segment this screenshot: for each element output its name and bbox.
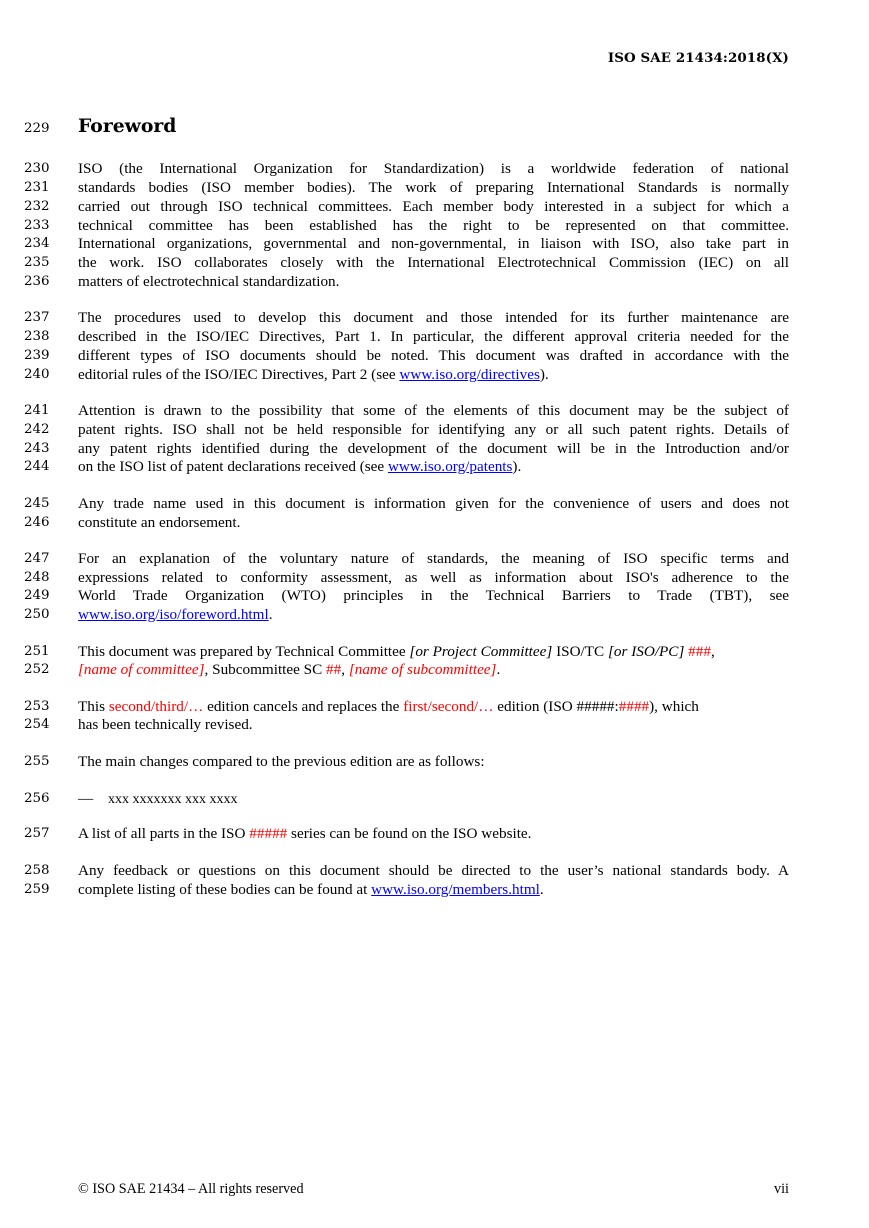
paragraph-text [78,457,789,476]
paragraph-text: International organizations, governmental and non-governmental, in liaison with ISO, also take part in [78,235,789,252]
line-number: 236 [24,274,50,289]
paragraph-text: described in the ISO/IEC Directives, Part 1. In particular, the different approval criteria needed for the [78,328,789,345]
line-number: 241 [24,403,50,418]
paragraph-text: constitute an endorsement. [78,514,241,531]
text-line [0,586,869,605]
line-number: 232 [24,199,50,214]
line-number: 233 [24,218,50,233]
paragraph-text [78,642,789,661]
placeholder-text: first/second/… [403,698,494,715]
text-run: , Subcommittee SC [204,661,327,678]
text-line [0,513,869,532]
text-line [0,401,869,420]
line-number: 253 [24,699,50,714]
text-run: . [268,606,273,623]
paragraph-text: World Trade Organization (WTO) principles in the Technical Barriers to Trade (TBT), see [78,587,789,604]
text-line [0,568,869,587]
text-run: . [539,881,544,898]
text-line [0,861,869,880]
paragraph-text: Attention is drawn to the possibility that some of the elements of this document may be the subject of [78,402,789,419]
dash-bullet: — [78,790,94,807]
paragraph-text [78,365,789,384]
placeholder-text: [name of subcommittee] [348,661,497,678]
line-number: 246 [24,515,50,530]
line-number: 235 [24,255,50,270]
section-title: Foreword [78,115,177,137]
paragraph-text: Any trade name used in this document is information given for the convenience of users and does not [78,495,789,512]
list-item-text [78,789,789,809]
line-number: 237 [24,310,50,325]
paragraph-text: expressions related to conformity assessment, as well as information about ISO's adherence to the [78,569,789,586]
line-number: 239 [24,348,50,363]
line-number: 234 [24,236,50,251]
paragraph-text [78,824,789,843]
paragraph-text: For an explanation of the voluntary nature of standards, the meaning of ISO specific terms and [78,550,789,567]
text-line [0,494,869,513]
line-number: 240 [24,367,50,382]
text-line [0,159,869,178]
paragraph-text: Any feedback or questions on this document should be directed to the user’s national standards body. A [78,862,789,879]
text-line [0,272,869,291]
placeholder-text: [or Project Committee] [409,643,553,660]
line-number: 255 [24,754,50,769]
line-number: 251 [24,644,50,659]
line-number: 230 [24,161,50,176]
text-run: , [710,643,715,660]
text-run: . [496,661,501,678]
paragraph-text: carried out through ISO technical committees. Each member body interested in a subject for which a [78,198,789,215]
text-line [0,457,869,476]
line-number: 243 [24,441,50,456]
placeholder-number: #### [618,698,650,715]
placeholder-number: ### [688,643,711,660]
list-item [0,789,869,808]
line-number: 257 [24,826,50,841]
line-number: 229 [24,121,50,136]
line-number: 247 [24,551,50,566]
line-number: 249 [24,588,50,603]
text-run: on the ISO list of patent declarations received (see [78,458,388,475]
text-line [0,549,869,568]
members-link[interactable]: www.iso.org/members.html [371,881,540,898]
text-run: ISO/TC [552,643,608,660]
paragraph-text [78,605,789,624]
placeholder-text: [or ISO/PC] [607,643,685,660]
footer-copyright: © ISO SAE 21434 – All rights reserved [78,1181,304,1197]
paragraph-text: The procedures used to develop this document and those intended for its further maintenance are [78,309,789,326]
text-line [0,365,869,384]
paragraph-text: The main changes compared to the previous edition are as follows: [78,753,485,770]
foreword-info-link[interactable]: www.iso.org/iso/foreword.html [78,606,269,623]
text-line [0,697,869,716]
text-line [0,824,869,843]
line-number: 244 [24,459,50,474]
paragraph-text: has been technically revised. [78,716,253,733]
document-code: ISO SAE 21434:2018(X) [607,50,789,66]
paragraph-text: patent rights. ISO shall not be held responsible for identifying any or all such patent rights. Details of [78,421,789,438]
text-line [0,346,869,365]
text-line [0,420,869,439]
text-run: edition (ISO #####: [493,698,619,715]
foreword-heading-line [0,114,869,138]
paragraph-text: ISO (the International Organization for Standardization) is a worldwide federation of national [78,160,789,177]
text-run: A list of all parts in the ISO [78,825,250,842]
text-line [0,327,869,346]
line-number: 259 [24,882,50,897]
page-number: vii [774,1181,789,1197]
text-run: , [341,661,349,678]
text-run: editorial rules of the ISO/IEC Directives, Part 2 (see [78,366,400,383]
paragraph-text: standards bodies (ISO member bodies). The work of preparing International Standards is normally [78,179,789,196]
placeholder-number: ##### [249,825,288,842]
paragraph-text [78,660,789,679]
placeholder-text: second/third/… [108,698,204,715]
text-run: This document was prepared by Technical Committee [78,643,410,660]
paragraph-text: matters of electrotechnical standardization. [78,273,340,290]
line-number: 248 [24,570,50,585]
text-line [0,660,869,679]
line-number: 231 [24,180,50,195]
text-line [0,178,869,197]
text-line [0,715,869,734]
paragraph-text [78,880,789,899]
directives-link[interactable]: www.iso.org/directives [399,366,540,383]
paragraph-text: different types of ISO documents should be noted. This document was drafted in accordance with the [78,347,789,364]
text-line [0,197,869,216]
line-number: 242 [24,422,50,437]
patents-link[interactable]: www.iso.org/patents [387,458,513,475]
text-line [0,216,869,235]
text-run: ). [539,366,549,383]
placeholder-number: ## [326,661,342,678]
line-number: 254 [24,717,50,732]
text-line [0,253,869,272]
line-number: 250 [24,607,50,622]
text-run: complete listing of these bodies can be found at [78,881,372,898]
text-run: ). [512,458,522,475]
text-line [0,439,869,458]
text-run: edition cancels and replaces the [203,698,404,715]
line-number: 252 [24,662,50,677]
text-run: ), which [649,698,699,715]
text-line [0,642,869,661]
text-run: series can be found on the ISO website. [287,825,532,842]
line-number: 256 [24,791,50,806]
list-item-content: xxx xxxxxxx xxx xxxx [108,792,238,807]
paragraph-text: technical committee has been established has the right to be represented on that committee. [78,217,789,234]
line-number: 258 [24,863,50,878]
text-line [0,308,869,327]
text-run: This [78,698,109,715]
text-line [0,752,869,771]
text-line [0,234,869,253]
paragraph-text [78,697,789,716]
paragraph-text: the work. ISO collaborates closely with the International Electrotechnical Commission (IEC) on all [78,254,789,271]
text-line [0,605,869,624]
placeholder-text: [name of committee] [78,661,205,678]
text-line [0,880,869,899]
paragraph-text: any patent rights identified during the development of the document will be in the Introduction and/or [78,440,789,457]
line-number: 238 [24,329,50,344]
line-number: 245 [24,496,50,511]
